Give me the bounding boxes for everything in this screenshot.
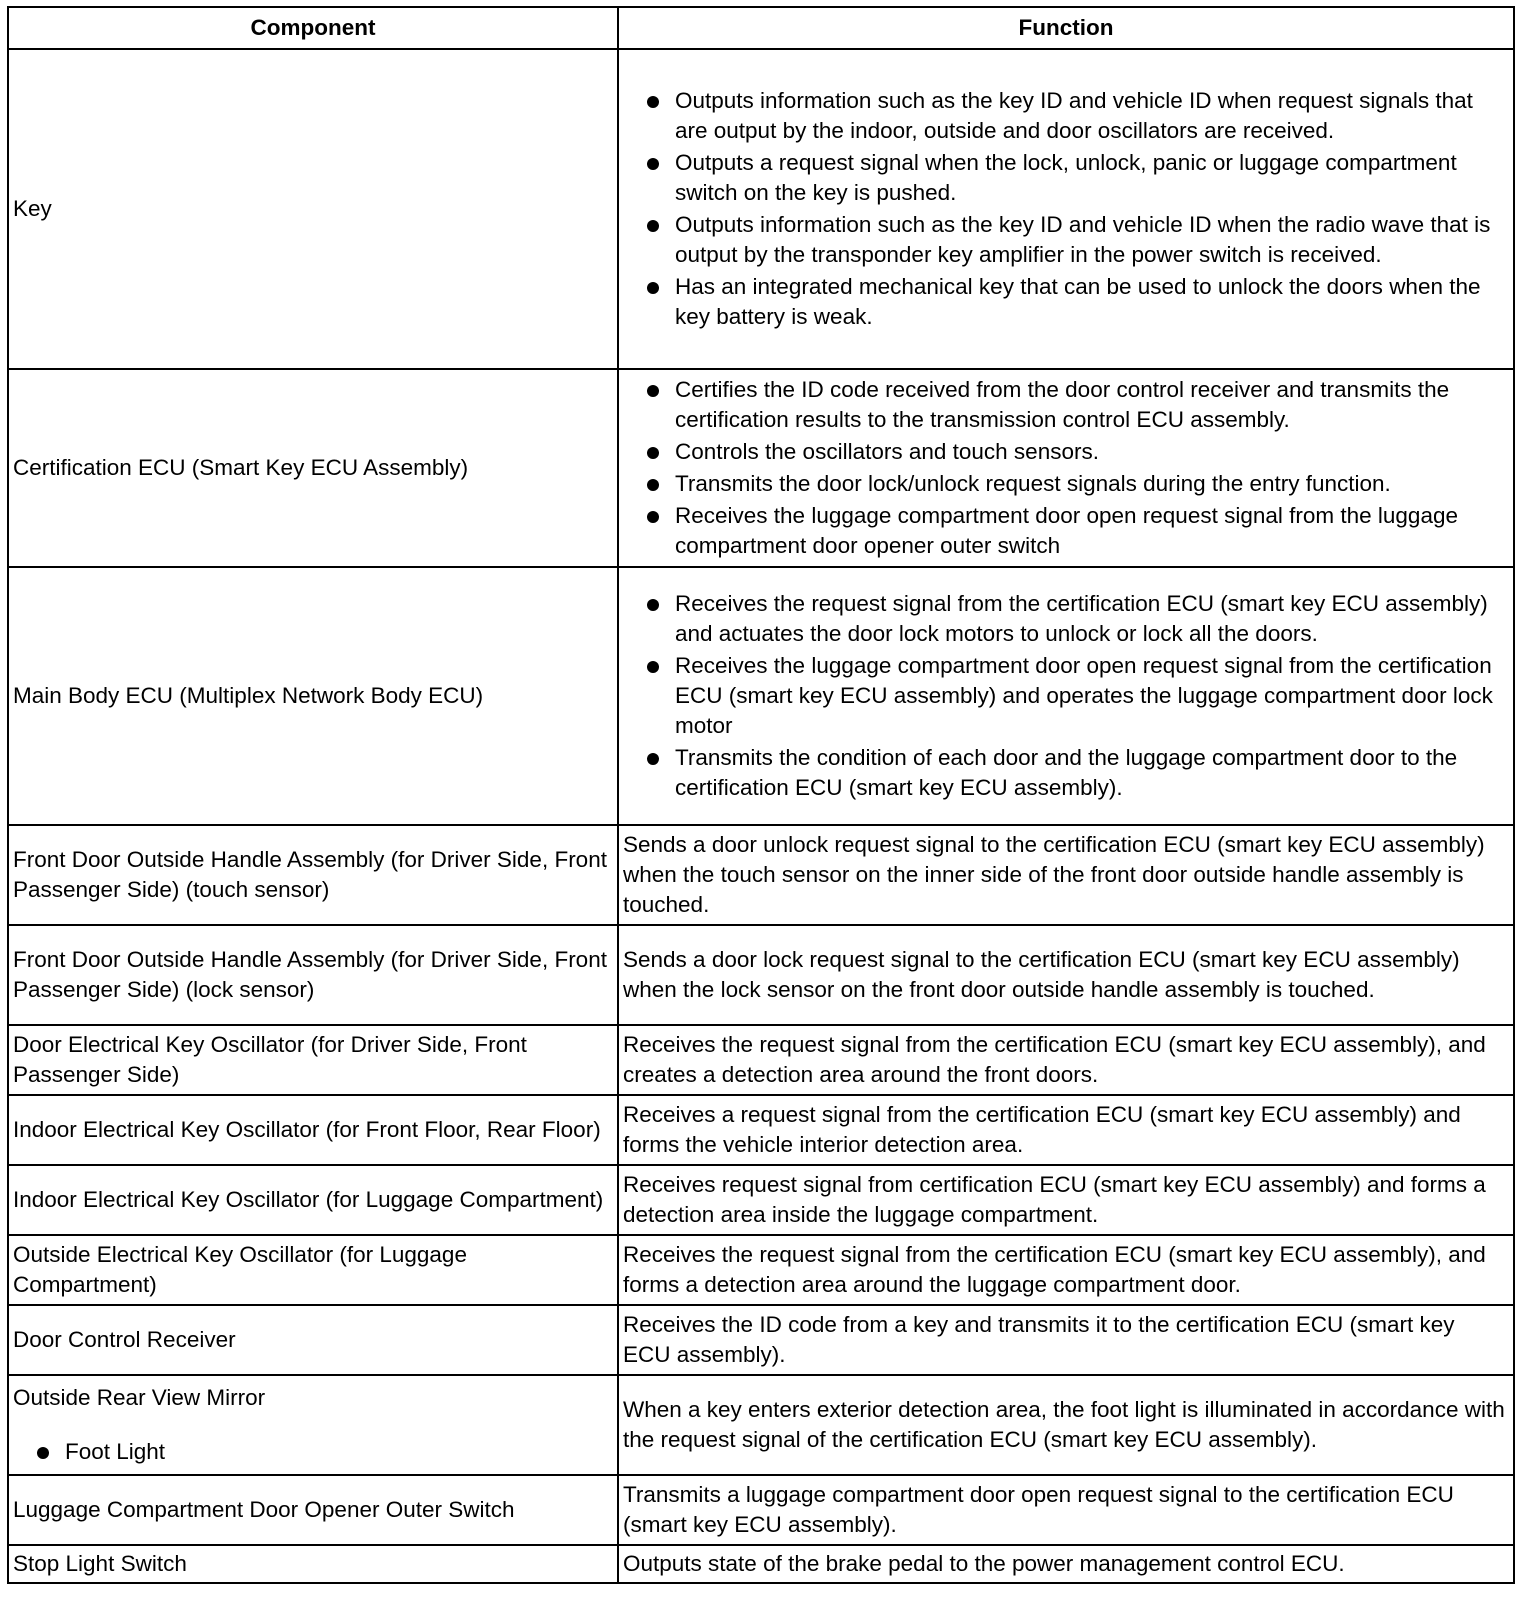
- list-item: Controls the oscillators and touch sensors.: [623, 437, 1507, 467]
- component-name: Outside Rear View Mirror: [13, 1385, 266, 1410]
- bullet-icon: [647, 447, 659, 459]
- component-cell: Outside Electrical Key Oscillator (for Luggage Compartment): [8, 1235, 618, 1305]
- bullet-icon: [647, 661, 659, 673]
- table-row: [8, 1165, 1514, 1235]
- function-cell: Receives the request signal from the certification ECU (smart key ECU assembly), and forms a detection area around the luggage compartment door.: [618, 1235, 1514, 1305]
- component-cell: Certification ECU (Smart Key ECU Assembly): [8, 369, 618, 567]
- bullet-icon: [647, 511, 659, 523]
- function-cell: [618, 369, 1514, 567]
- table-row: [8, 1025, 1514, 1095]
- column-header-component: Component: [8, 7, 618, 49]
- component-cell: Key: [8, 49, 618, 369]
- list-item: Outputs a request signal when the lock, unlock, panic or luggage compartment switch on the key is pushed.: [623, 148, 1507, 208]
- table-row: [8, 1305, 1514, 1375]
- component-cell: Front Door Outside Handle Assembly (for Driver Side, Front Passenger Side) (lock sensor): [8, 925, 618, 1025]
- table-row: [8, 49, 1514, 369]
- function-cell: Receives the request signal from the certification ECU (smart key ECU assembly), and creates a detection area around the front doors.: [618, 1025, 1514, 1095]
- bullet-icon: [647, 158, 659, 170]
- function-cell: Sends a door unlock request signal to the certification ECU (smart key ECU assembly) when the touch sensor on the inner side of the front door outside handle assembly is touched.: [618, 825, 1514, 925]
- component-cell: Luggage Compartment Door Opener Outer Switch: [8, 1475, 618, 1545]
- component-cell: Stop Light Switch: [8, 1545, 618, 1583]
- function-cell: Transmits a luggage compartment door open request signal to the certification ECU (smart key ECU assembly).: [618, 1475, 1514, 1545]
- list-item: Receives the luggage compartment door open request signal from the luggage compartment door opener outer switch: [623, 501, 1507, 561]
- function-cell: Receives a request signal from the certification ECU (smart key ECU assembly) and forms the vehicle interior detection area.: [618, 1095, 1514, 1165]
- component-sub-item: Foot Light: [13, 1437, 611, 1467]
- list-item: Transmits the door lock/unlock request signals during the entry function.: [623, 469, 1507, 499]
- list-item: Receives the request signal from the certification ECU (smart key ECU assembly) and actuates the door lock motors to unlock or lock all the doors.: [623, 589, 1507, 649]
- function-cell: When a key enters exterior detection area, the foot light is illuminated in accordance with the request signal of the certification ECU (smart key ECU assembly).: [618, 1375, 1514, 1475]
- bullet-icon: [647, 282, 659, 294]
- table-header-row: [8, 7, 1514, 49]
- table-row: [8, 825, 1514, 925]
- function-cell: Receives request signal from certification ECU (smart key ECU assembly) and forms a detection area inside the luggage compartment.: [618, 1165, 1514, 1235]
- component-function-table: [7, 6, 1515, 1584]
- table-row: [8, 1475, 1514, 1545]
- bullet-icon: [647, 599, 659, 611]
- component-cell: Indoor Electrical Key Oscillator (for Front Floor, Rear Floor): [8, 1095, 618, 1165]
- component-cell: [8, 1375, 618, 1475]
- function-bullet-list: [623, 589, 1507, 803]
- table-row: [8, 369, 1514, 567]
- bullet-icon: [647, 753, 659, 765]
- list-item: Outputs information such as the key ID and vehicle ID when the radio wave that is output by the transponder key amplifier in the power switch is received.: [623, 210, 1507, 270]
- table-row: [8, 1545, 1514, 1583]
- component-cell: Main Body ECU (Multiplex Network Body ECU): [8, 567, 618, 825]
- component-cell: Indoor Electrical Key Oscillator (for Luggage Compartment): [8, 1165, 618, 1235]
- table-row: [8, 1375, 1514, 1475]
- function-bullet-list: [623, 375, 1507, 561]
- table-row: [8, 567, 1514, 825]
- list-item: Has an integrated mechanical key that can be used to unlock the doors when the key battery is weak.: [623, 272, 1507, 332]
- component-cell: Door Electrical Key Oscillator (for Driver Side, Front Passenger Side): [8, 1025, 618, 1095]
- table-row: [8, 1235, 1514, 1305]
- function-cell: Sends a door lock request signal to the certification ECU (smart key ECU assembly) when the lock sensor on the front door outside handle assembly is touched.: [618, 925, 1514, 1025]
- list-item: Transmits the condition of each door and the luggage compartment door to the certification ECU (smart key ECU assembly).: [623, 743, 1507, 803]
- component-cell: Door Control Receiver: [8, 1305, 618, 1375]
- bullet-icon: [37, 1447, 49, 1459]
- function-cell: [618, 49, 1514, 369]
- list-item: Outputs information such as the key ID and vehicle ID when request signals that are output by the indoor, outside and door oscillators are received.: [623, 86, 1507, 146]
- function-cell: Outputs state of the brake pedal to the power management control ECU.: [618, 1545, 1514, 1583]
- column-header-function: Function: [618, 7, 1514, 49]
- bullet-icon: [647, 479, 659, 491]
- function-cell: Receives the ID code from a key and transmits it to the certification ECU (smart key ECU assembly).: [618, 1305, 1514, 1375]
- list-item: Receives the luggage compartment door open request signal from the certification ECU (smart key ECU assembly) and operates the luggage compartment door lock motor: [623, 651, 1507, 741]
- table-row: [8, 1095, 1514, 1165]
- table-row: [8, 925, 1514, 1025]
- component-cell: Front Door Outside Handle Assembly (for Driver Side, Front Passenger Side) (touch sensor): [8, 825, 618, 925]
- list-item: Certifies the ID code received from the door control receiver and transmits the certification results to the transmission control ECU assembly.: [623, 375, 1507, 435]
- function-bullet-list: [623, 86, 1507, 332]
- bullet-icon: [647, 96, 659, 108]
- function-cell: [618, 567, 1514, 825]
- bullet-icon: [647, 220, 659, 232]
- bullet-icon: [647, 385, 659, 397]
